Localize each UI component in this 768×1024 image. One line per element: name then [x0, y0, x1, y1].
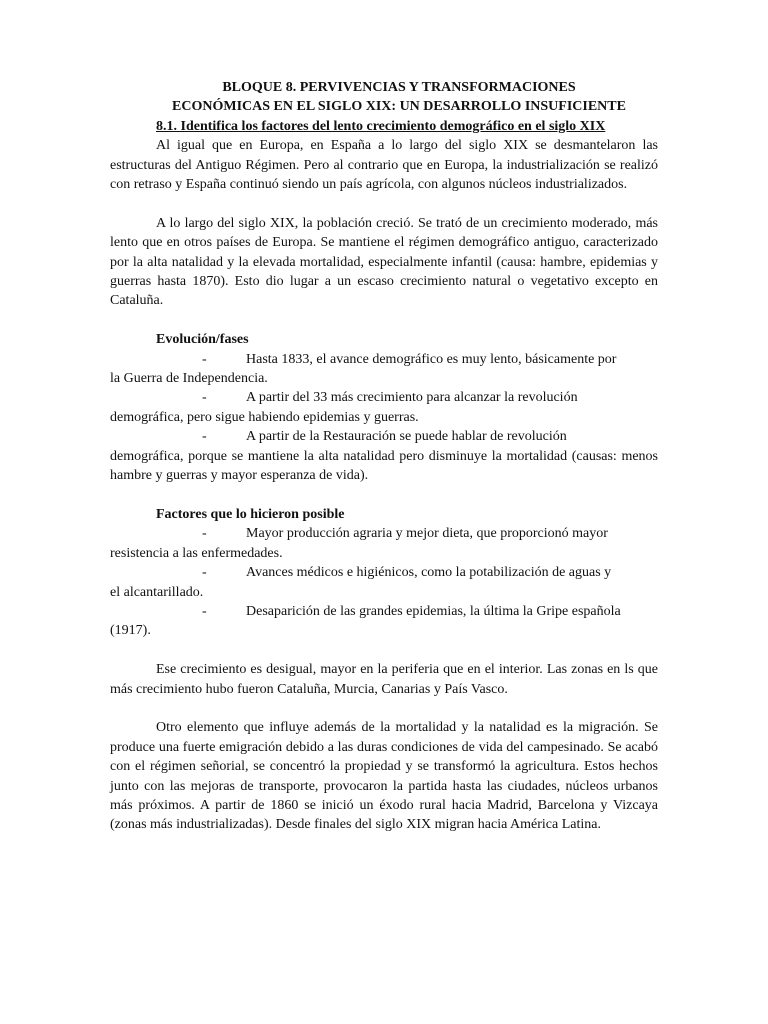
list-item-text: A partir de la Restauración se puede hablar de revolución: [246, 429, 567, 445]
list-item: [110, 388, 658, 427]
spacer: [110, 311, 658, 330]
section-subtitle: 8.1. Identifica los factores del lento crecimiento demográfico en el siglo XIX: [156, 118, 606, 134]
title-line-2: ECONÓMICAS EN EL SIGLO XIX: UN DESARROLLO INSUFICIENTE: [172, 99, 626, 115]
spacer: [110, 486, 658, 505]
evolucion-list: [110, 350, 658, 486]
spacer: [110, 641, 658, 660]
list-item: [110, 350, 658, 389]
list-item: [110, 427, 658, 485]
paragraph-poblacion: A lo largo del siglo XIX, la población creció. Se trató de un crecimiento moderado, más lento que en otros países de Europa. Se mantiene el régimen demográfico antiguo, caracterizado por la alta natalidad y la elevada mortalidad, especialmente infantil (causa: hambre, epidemias y guerras hasta 1870). Esto dio lugar a un escaso crecimiento natural o vegetativo excepto en Cataluña.: [110, 215, 658, 309]
document-title: [110, 78, 658, 117]
paragraph-desigual: Ese crecimiento es desigual, mayor en la periferia que en el interior. Las zonas en ls que más crecimiento hubo fueron Cataluña, Murcia, Canarias y País Vasco.: [110, 662, 658, 697]
spacer: [110, 194, 658, 213]
bullet-dash: -: [202, 603, 207, 619]
bullet-dash: -: [202, 429, 207, 445]
list-item-continuation: resistencia a las enfermedades.: [110, 545, 283, 561]
spacer: [110, 699, 658, 718]
factores-list: [110, 524, 658, 640]
bullet-dash: -: [202, 351, 207, 367]
list-item-text: Desaparición de las grandes epidemias, la última la Gripe española: [246, 603, 621, 619]
title-line-1: BLOQUE 8. PERVIVENCIAS Y TRANSFORMACIONES: [222, 80, 576, 95]
list-item-continuation: (1917).: [110, 623, 151, 639]
bullet-dash: -: [202, 390, 207, 406]
list-item-text: A partir del 33 más crecimiento para alcanzar la revolución: [246, 390, 578, 406]
heading-evolucion: Evolución/fases: [156, 332, 249, 348]
list-item-continuation: demográfica, porque se mantiene la alta natalidad pero disminuye la mortalidad (causas: menos hambre y guerras y mayor esperanza de vida).: [110, 448, 658, 484]
document-body: [110, 78, 658, 835]
list-item-continuation: la Guerra de Independencia.: [110, 371, 268, 387]
list-item-continuation: el alcantarillado.: [110, 584, 204, 600]
paragraph-migracion: Otro elemento que influye además de la mortalidad y la natalidad es la migración. Se produce una fuerte emigración debido a las duras condiciones de vida del campesinado. Se acabó con el régimen señorial, se concentró la propiedad y se transformó la agricultura. Estos hechos junto con las mejoras de transporte, provocaron la partida hasta las ciudades, núcleos urbanos más próximos. A partir de 1860 se inició un éxodo rural hacia Madrid, Barcelona y Vizcaya (zonas más industrializadas). Desde finales del siglo XIX migran hacia América Latina.: [110, 720, 658, 833]
list-item: [110, 602, 658, 641]
paragraph-intro: Al igual que en Europa, en España a lo largo del siglo XIX se desmantelaron las estructuras del Antiguo Régimen. Pero al contrario que en Europa, la industrialización se realizó con retraso y España continuó siendo un país agrícola, con algunos núcleos industrializados.: [110, 138, 658, 193]
heading-factores: Factores que lo hicieron posible: [156, 506, 345, 522]
list-item: [110, 563, 658, 602]
bullet-dash: -: [202, 565, 207, 581]
list-item-text: Mayor producción agraria y mejor dieta, que proporcionó mayor: [246, 526, 608, 542]
bullet-dash: -: [202, 526, 207, 542]
list-item-continuation: demográfica, pero sigue habiendo epidemias y guerras.: [110, 409, 419, 425]
list-item-text: Avances médicos e higiénicos, como la potabilización de aguas y: [246, 565, 612, 581]
list-item: [110, 524, 658, 563]
list-item-text: Hasta 1833, el avance demográfico es muy lento, básicamente por: [246, 351, 617, 367]
